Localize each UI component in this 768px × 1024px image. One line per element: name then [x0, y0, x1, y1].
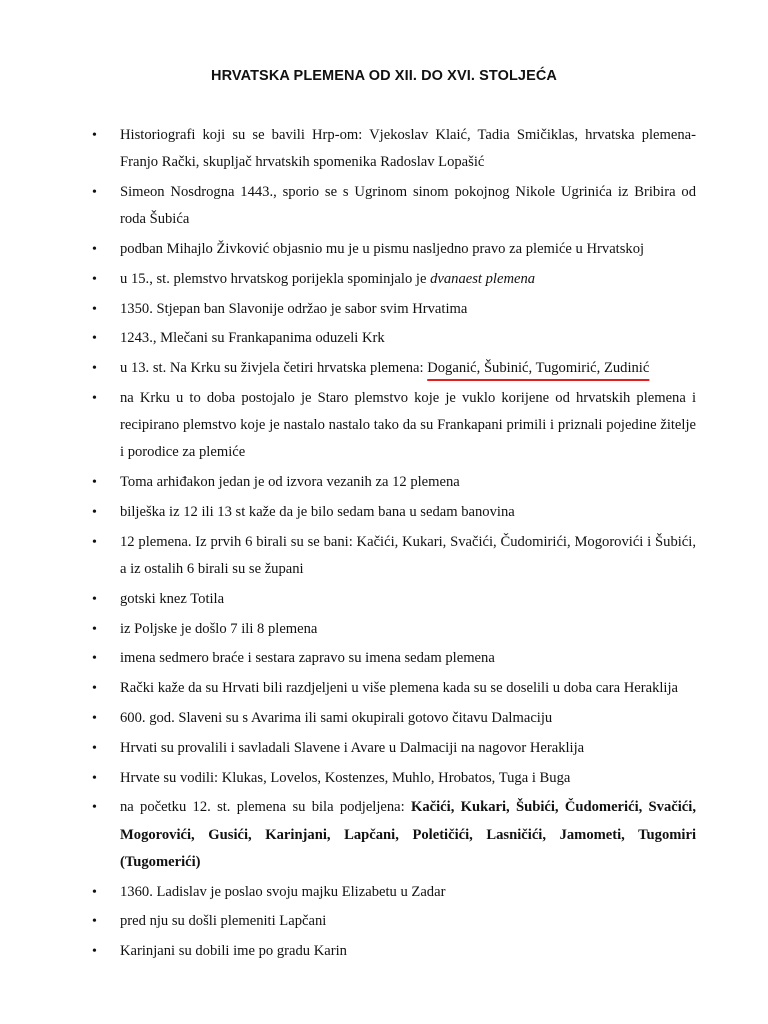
bullet-marker: •: [92, 128, 97, 143]
bullet-text: na Krku u to doba postojalo je Staro plemstvo koje je vuklo korijene od hrvatskih plemena i recipirano plemstvo koje je nastalo nastalo tako da su Frankapani primili i priznali pojedine žitelje i porodice za plemiće: [120, 389, 696, 461]
bullet-item: [0, 645, 768, 672]
bullet-marker: •: [92, 331, 97, 347]
bullet-item: [0, 122, 768, 176]
bullet-text: iz Poljske je došlo 7 ili 8 plemena: [120, 620, 318, 637]
bullet-item: [0, 586, 768, 613]
bullet-item: [0, 355, 768, 382]
bullet-item: [0, 765, 768, 792]
bullet-text: gotski knez Totila: [120, 590, 225, 607]
bullet-item: [0, 675, 768, 702]
bullet-item: [0, 296, 768, 323]
bullet-item: [0, 794, 768, 876]
bullet-marker: •: [92, 770, 97, 786]
bullet-text: dvanaest plemena: [430, 270, 536, 287]
bullet-marker: •: [92, 185, 97, 200]
bullet-item: [0, 469, 768, 496]
bullet-marker: •: [92, 591, 97, 607]
bullet-marker: •: [92, 651, 97, 667]
bullet-item: [0, 938, 768, 965]
bullet-marker: •: [92, 710, 97, 726]
bullet-item: [0, 236, 768, 263]
bullet-marker: •: [92, 800, 97, 816]
bullet-item: [0, 705, 768, 732]
bullet-item: [0, 879, 768, 906]
bullet-item: [0, 266, 768, 293]
bullet-item: [0, 179, 768, 233]
bullet-text: Hrvate su vodili: Klukas, Lovelos, Kostenzes, Muhlo, Hrobatos, Tuga i Buga: [120, 769, 571, 786]
bullet-text: 1360. Ladislav je poslao svoju majku Elizabetu u Zadar: [120, 883, 446, 900]
bullet-text: 12 plemena. Iz prvih 6 birali su se bani: Kačići, Kukari, Svačići, Čudomirići, Mogorovići i Šubići, a iz ostalih 6 birali su se župani: [120, 533, 696, 577]
bullet-item: [0, 735, 768, 762]
bullet-item: [0, 499, 768, 526]
document-title: HRVATSKA PLEMENA OD XII. DO XVI. STOLJEĆA: [211, 68, 557, 84]
bullet-item: [0, 616, 768, 643]
bullet-text: pred nju su došli plemeniti Lapčani: [120, 913, 327, 930]
bullet-marker: •: [92, 740, 97, 756]
bullet-marker: •: [92, 534, 97, 550]
bullet-marker: •: [92, 914, 97, 930]
bullet-marker: •: [92, 271, 97, 287]
bullet-text: imena sedmero braće i sestara zapravo su imena sedam plemena: [120, 650, 495, 667]
bullet-text: bilješka iz 12 ili 13 st kaže da je bilo sedam bana u sedam banovina: [120, 503, 515, 520]
bullet-text: u 13. st. Na Krku su živjela četiri hrvatska plemena:: [120, 360, 428, 377]
bullet-text: Hrvati su provalili i savladali Slavene i Avare u Dalmaciji na nagovor Heraklija: [120, 739, 585, 756]
bullet-text: na početku 12. st. plemena su bila podjeljena:: [120, 799, 411, 816]
bullet-marker: •: [92, 301, 97, 317]
bullet-marker: •: [92, 242, 97, 257]
bullet-item: [0, 908, 768, 935]
bullet-text: Kačići, Kukari, Šubići, Čudomerići, Svačići, Mogorovići, Gusići, Karinjani, Lapčani, Poletičići, Lasničići, Jamometi, Tugomiri (Tugomerići): [120, 799, 696, 870]
bullet-item: [0, 325, 768, 352]
bullet-text: 600. god. Slaveni su s Avarima ili sami okupirali gotovo čitavu Dalmaciju: [120, 709, 553, 726]
bullet-marker: •: [92, 681, 97, 697]
bullet-marker: •: [92, 621, 97, 637]
bullet-item: [0, 529, 768, 583]
bullet-text: Rački kaže da su Hrvati bili razdjeljeni u više plemena kada su se doselili u doba cara Heraklija: [120, 680, 679, 697]
bullet-text: Karinjani su dobili ime po gradu Karin: [120, 943, 347, 960]
bullet-text: Doganić, Šubinić, Tugomirić, Zudinić: [427, 360, 650, 377]
bullet-marker: •: [92, 504, 97, 520]
bullet-text: Historiografi koji su se bavili Hrp-om: Vjekoslav Klaić, Tadia Smičiklas, hrvatska plemena- Franjo Rački, skupljač hrvatskih spomenika Radoslav Lopašić: [120, 127, 696, 171]
bullet-marker: •: [92, 475, 97, 491]
bullet-list: [0, 122, 768, 968]
bullet-marker: •: [92, 361, 97, 377]
bullet-text: Toma arhiđakon jedan je od izvora vezanih za 12 plemena: [120, 474, 460, 491]
bullet-text: Simeon Nosdrogna 1443., sporio se s Ugrinom sinom pokojnog Nikole Ugrinića iz Bribira od roda Šubića: [120, 184, 696, 228]
bullet-text: 1243., Mlečani su Frankapanima oduzeli Krk: [120, 330, 385, 347]
bullet-text: podban Mihajlo Živković objasnio mu je u pismu nasljedno pravo za plemiće u Hrvatskoj: [120, 241, 645, 257]
bullet-text: 1350. Stjepan ban Slavonije održao je sabor svim Hrvatima: [120, 300, 468, 317]
bullet-text: u 15., st. plemstvo hrvatskog porijekla spominjalo je: [120, 270, 431, 287]
bullet-marker: •: [92, 390, 97, 406]
bullet-item: [0, 385, 768, 467]
bullet-marker: •: [92, 944, 97, 960]
bullet-marker: •: [92, 884, 97, 900]
